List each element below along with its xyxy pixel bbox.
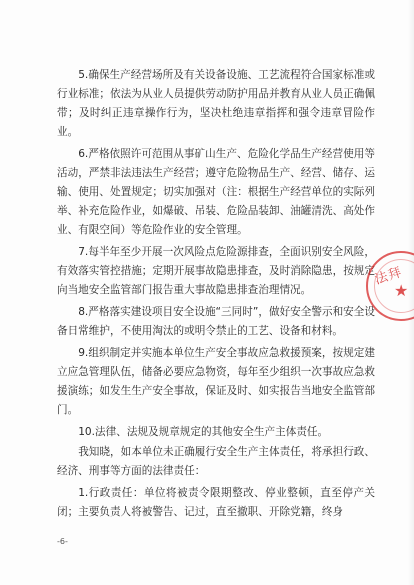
paragraph-item-8: 8.严格落实建设项目安全设施“三同时”，做好安全警示和安全设备日常维护，不使用淘汰的或明令禁止的工艺、设备和材料。 <box>57 306 375 337</box>
document-body <box>57 66 375 525</box>
paragraph-administrative-liability: 1.行政责任：单位将被责令限期整改、停业整顿，直至停产关闭；主要负责人将被警告、记过，直至撤职、开除党籍，终身 <box>57 487 375 518</box>
paragraph-item-6: 6.严格依照许可范围从事矿山生产、危险化学品生产经营使用等活动，严禁非法违法生产经营；遵守危险物品生产、经营、储存、运输、使用、处置规定；切实加强对（注：根据生产经营单位的实际列举、补充危险作业，如爆破、吊装、危险品装卸、油罐清洗、高处作业、有限空间）等危险作业的安全管理。 <box>57 148 375 236</box>
star-icon: ★ <box>394 281 409 300</box>
paragraph-item-7: 7.每半年至少开展一次风险点危险源排查，全面识别安全风险，有效落实管控措施；定期开展事故隐患排查，及时消除隐患，按规定向当地安全监管部门报告重大事故隐患排查治理情况。 <box>57 246 375 296</box>
paragraph-item-9: 9.组织制定并实施本单位生产安全事故应急救援预案，按规定建立应急管理队伍，储备必要应急物资，每年至少组织一次事故应急救援演练；如发生生产安全事故，保证及时、如实报告当地安全监管部门。 <box>57 347 375 416</box>
seal-text: 法拜 <box>372 264 405 288</box>
paragraph-acknowledgement: 我知晓，如本单位未正确履行安全生产主体责任，将承担行政、经济、刑事等方面的法律责任： <box>57 446 375 477</box>
page-number: -6- <box>57 537 68 546</box>
paragraph-item-5: 5.确保生产经营场所及有关设备设施、工艺流程符合国家标准或行业标准；依法为从业人员提供劳动防护用品并教育从业人员正确佩带；及时纠正违章操作行为，坚决杜绝违章指挥和强令违章冒险作业。 <box>57 69 375 138</box>
paragraph-item-10: 10.法律、法规及规章规定的其他安全生产主体责任。 <box>78 426 329 438</box>
